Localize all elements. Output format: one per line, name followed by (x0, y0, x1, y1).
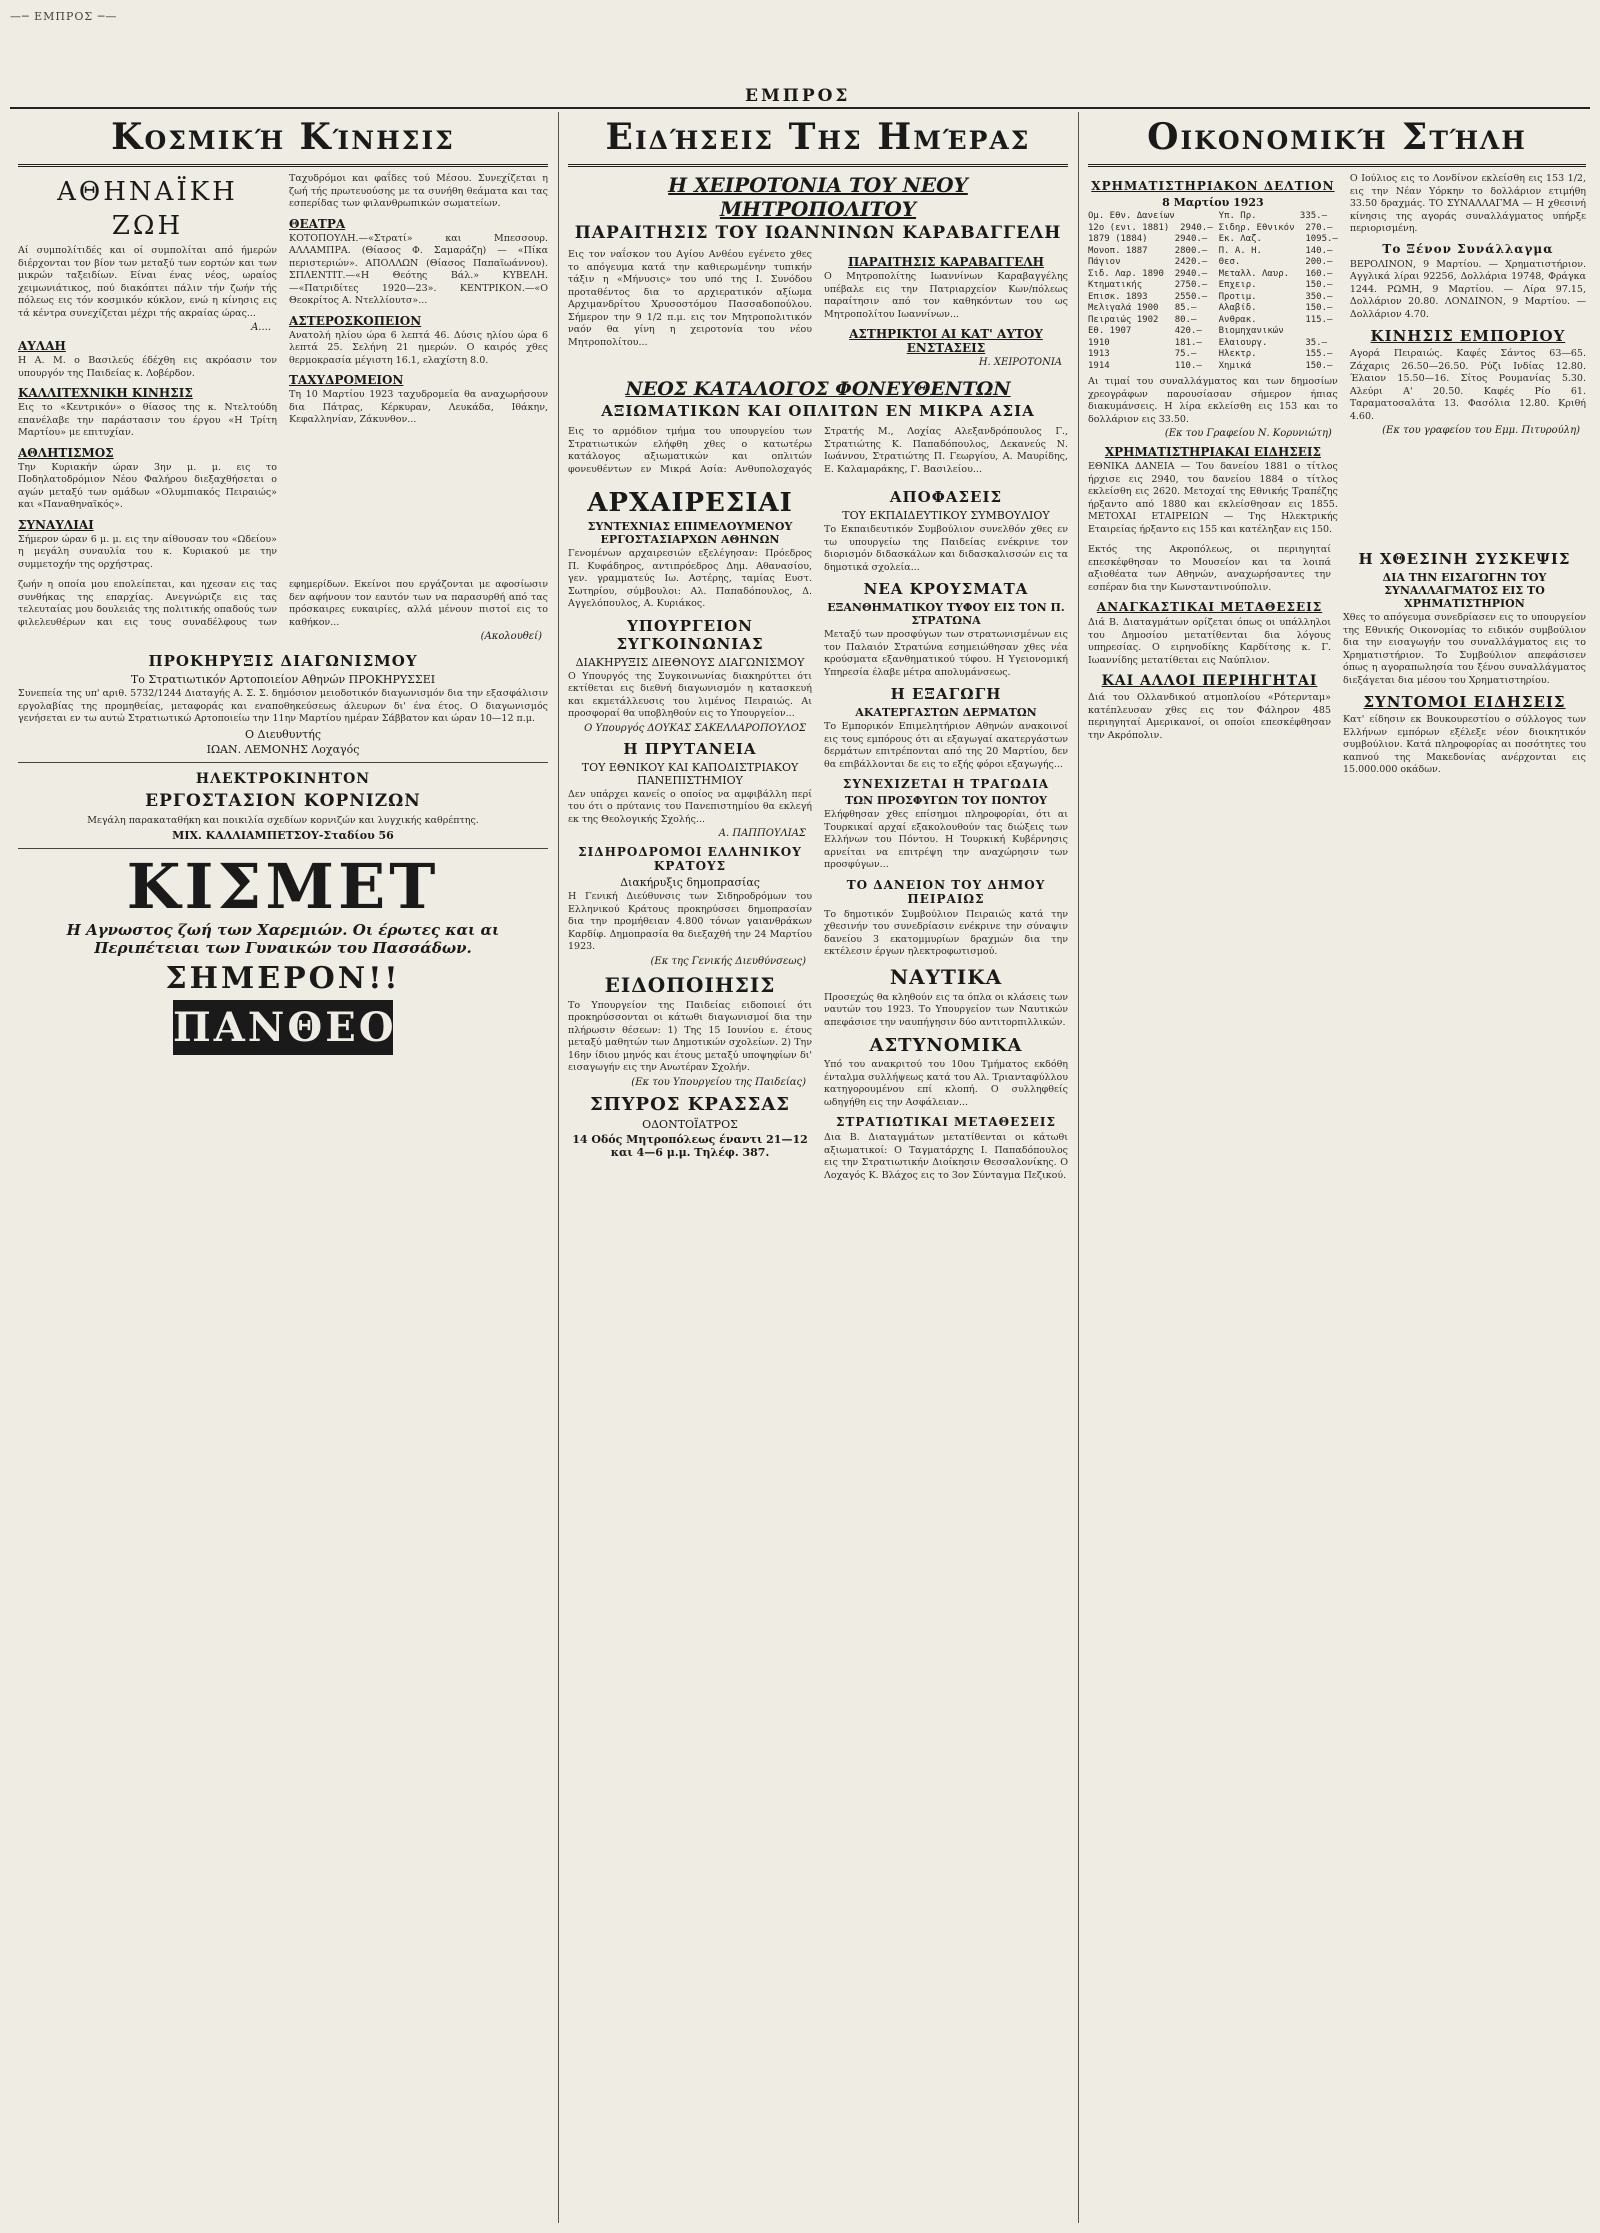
diary-body: Η Α. Μ. ο Βασιλεύς έδέχθη εις ακρόασιν τον υπουργόν της Παιδείας κ. Λοβέρδον. (18, 355, 277, 379)
elections-ad-subtitle: ΣΥΝΤΕΧΝΙΑΣ ΕΠΙΜΕΛΟΥΜΕΝΟΥ ΕΡΓΟΣΤΑΣΙΑΡΧΩΝ ΑΘΗΝΩΝ (587, 520, 793, 546)
theatre-title: ΘΕΑΤΡΑ (289, 216, 346, 231)
lead-body: Εις τον ναΐσκον του Αγίου Ανθέου εγένετο χθες το απόγευμα κατά την καθιερωμένην τυπικήν τάξιν η «Μήνυσις» του υπό της Ι. Συνόδου προταθέντος δια το αρχιερατικόν αξίωμα Αρχιμανδρίτου Χρυσοστόμου Πασσαδοπούλου. Σήμερον την 9 1/2 π.μ. εις τον Μητροπολιτικόν ναόν θα γίνη η χειροτονία του νέου Μητροπολίτου... (568, 249, 812, 348)
export-title: Η ΕΞΑΓΩΓΗ (890, 685, 1002, 703)
railways-subtitle: Διακήρυξις δημοπρασίας (620, 876, 760, 889)
resignation-title: ΠΑΡΑΙΤΗΣΙΣ ΚΑΡΑΒΑΓΓΕΛΗ (848, 255, 1044, 269)
cinema-name: ΠΑΝΘΕΟΝ (173, 1000, 393, 1055)
tourists-title: ΚΑΙ ΑΛΛΟΙ ΠΕΡΙΗΓΗΤΑΙ (1101, 673, 1318, 689)
transfers-body: Διά Β. Διαταγμάτων ορίζεται όπως οι υπάλληλοι του Δημοσίου μετατίθενται δια λόγους υπηρεσίας. Ο ειρηνοδίκης Καρδίτσης κ. Γ. Ιωαννίδης μετατίθεται εις Ναύπλιον. (1088, 617, 1331, 666)
elections-ad-title: ΑΡΧΑΙΡΕΣΙΑΙ (587, 488, 793, 518)
society-left (18, 173, 277, 571)
market-title: ΚΙΝΗΣΙΣ ΕΜΠΟΡΙΟΥ (1370, 327, 1566, 345)
notice-signature: (Εκ του Υπουργείου της Παιδείας) (631, 1076, 806, 1088)
typhus-subtitle: ΕΞΑΝΘΗΜΑΤΙΚΟΥ ΤΥΦΟΥ ΕΙΣ ΤΟΝ Π. ΣΤΡΑΤΩΝΑ (827, 601, 1065, 627)
casualty-subheadline: ΑΞΙΩΜΑΤΙΚΩΝ ΚΑΙ ΟΠΛΙΤΩΝ ΕΝ ΜΙΚΡΑ ΑΣΙΑ (601, 402, 1035, 420)
kismet-subtitle: Η Αγνωστος ζωή των Χαρεμιών. Οι έρωτες και αι Περιπέτειαι των Γυναικών του Πασσάδων. (66, 921, 500, 957)
bourse-news-title: ΧΡΗΜΑΤΙΣΤΗΡΙΑΚΑΙ ΕΙΔΗΣΕΙΣ (1104, 445, 1322, 459)
feature-signature: Α.... (251, 322, 271, 333)
tender-signature-role: Ο Διευθυντής (245, 727, 321, 741)
lead-headline: Η ΧΕΙΡΟΤΟΝΙΑ ΤΟΥ ΝΕΟΥ ΜΗΤΡΟΠΟΛΙΤΟΥ (668, 173, 968, 221)
ads-subcolumns (18, 646, 548, 1057)
news-right (824, 482, 1068, 1182)
society-right (289, 173, 548, 571)
brief-news-body: Κατ' είδησιν εκ Βουκουρεστίου ο σύλλογος των Ελλήνων εμπόρων εξέλεξε νέον διοικητικόν συμβούλιον. Κατά πληροφορίας αι ποσότητες του καπνού της Μακεδονίας ανέρχονται εις 15.000.000 οκάδων. (1343, 714, 1586, 775)
economy-lower-right (1343, 544, 1586, 777)
economy-right (1350, 173, 1586, 536)
economy-column (1088, 112, 1586, 2223)
rectorate-subtitle: ΤΟΥ ΕΘΝΙΚΟΥ ΚΑΙ ΚΑΠΟΔΙΣΤΡΙΑΚΟΥ ΠΑΝΕΠΙΣΤΗΜΙΟΥ (581, 760, 799, 787)
frames-ad-address: ΜΙΧ. ΚΑΛΛΙΑΜΠΕΤΣΟΥ-Σταδίου 56 (172, 829, 394, 842)
dentist-title: ΟΔΟΝΤΟΪΑΤΡΟΣ (642, 1117, 738, 1131)
tourists-body: Διά του Ολλανδικού ατμοπλοίου «Ρότερνταμ» κατέπλευσαν χθες εις τον Φάληρον 485 περιηγηταί Αμερικανοί, οι οποίοι επεσκέφθησαν την Ακρόπολιν. (1088, 692, 1331, 741)
naval-title: ΝΑΥΤΙΚΑ (889, 964, 1003, 989)
today-label: ΣΗΜΕΡΟΝ!! (165, 961, 401, 996)
lead-left (568, 249, 812, 372)
tender-subtitle: Το Στρατιωτικόν Αρτοποιείον Αθηνών ΠΡΟΚΗΡΥΣΣΕΙ (130, 673, 436, 686)
dentist-address: 14 Οδός Μητροπόλεως έναντι 21—12 και 4—6 μ.μ. Τηλέφ. 387. (572, 1132, 808, 1159)
export-subtitle: ΑΚΑΤΕΡΓΑΣΤΩΝ ΔΕΡΜΑΤΩΝ (855, 706, 1037, 719)
section-title-economy: Οικονομική Στήλη (1088, 116, 1586, 167)
council-subtitle: ΤΟΥ ΕΚΠΑΙΔΕΥΤΙΚΟΥ ΣΥΜΒΟΥΛΙΟΥ (842, 509, 1050, 522)
exchange-body: Ο Ιούλιος εις το Λονδίνον εκλείσθη εις 153 1/2, εις την Νέαν Υόρκην το δολλάριον ετιμήθη 33.50 δραχμάς. ΤΟ ΣΥΝΑΛΛΑΓΜΑ — Η χθεσινή κίνησις της αγοράς συναλλάγματος υπήρξε περιορισμένη. (1349, 173, 1586, 234)
society-column (18, 112, 548, 2223)
military-title: ΣΤΡΑΤΙΩΤΙΚΑΙ ΜΕΤΑΘΕΣΕΙΣ (835, 1115, 1057, 1129)
page-header-ornament: —─ ΕΜΠΡΟΣ ─— (10, 10, 118, 23)
foreign-exchange-title: Το Ξένον Συνάλλαγμα (1382, 241, 1554, 256)
lead-subheadline: ΠΑΡΑΙΤΗΣΙΣ ΤΟΥ ΙΩΑΝΝΙΝΩΝ ΚΑΡΑΒΑΓΓΕΛΗ (574, 223, 1062, 243)
lead-signature: Η. ΧΕΙΡΟΤΟΝΙΑ (978, 357, 1062, 368)
notice-body: Το Υπουργείον της Παιδείας ειδοποιεί ότι προκηρύσσονται οι κάτωθι διαγωνισμοί δια την πλήρωσιν θέσεων: 1) Της 15 Ιουνίου ε. έτους μεταξύ μαθητών των Δημοτικών σχολείων. 2) Την 16ην ίδιου μηνός και έτους μεταξύ υποψηφίων δι' εισαγωγήν εις την Ανωτέραν Σχολήν. (568, 999, 812, 1073)
lead-right (824, 249, 1068, 372)
market-body: Αγορά Πειραιώς. Καφές Σάντος 63—65. Ζάχαρις 26.50—26.50. Ρύζι Ινδίας 12.80. Έλαιον 15.50—16. Σίτος Ρουμανίας 5.30. Αλεύρι Α' 20.50. Καφές Ρίο 61. Ταραματοσαλάτα 13. Φασόλια 12.80. Κριθή 4.60. (1349, 348, 1586, 422)
export-body: Το Εμπορικόν Επιμελητήριον Αθηνών ανακοινοί εις τους εμπόρους ότι αι εξαγωγαί ακατεργάστων δερμάτων επιτρέπονται από της 20 Μαρτίου, δεν θα επιβάλλονται δε εις το εξής φόροι εξαγωγής... (824, 721, 1068, 770)
ministry-signature: Ο Υπουργός ΔΟΥΚΑΣ ΣΑΚΕΛΛΑΡΟΠΟΥΛΟΣ (584, 722, 806, 734)
tender-signature-name: ΙΩΑΝ. ΛΕΜΟΝΗΣ Λοχαγός (206, 742, 360, 756)
dentist-name: ΣΠΥΡΟΣ ΚΡΑΣΣΑΣ (589, 1093, 791, 1115)
sports-title: ΑΘΛΗΤΙΣΜΟΣ (18, 445, 114, 460)
column-divider (558, 112, 559, 2223)
tender-title: ΠΡΟΚΗΡΥΞΙΣ ΔΙΑΓΩΝΙΣΜΟΥ (148, 652, 418, 670)
continued-body: Ταχυδρόμοι και φαΐδες τού Μέσου. Συνεχίζεται η ζωή τής πρωτευούσης με τα συνήθη θεάματα και τας εσπερίδας των φιλανθρωπικών σωματείων. (289, 173, 548, 209)
header-rule (10, 107, 1590, 109)
resignation-body: Ο Μητροπολίτης Ιωαννίνων Καραβαγγέλης υπέβαλε εις την Πατριαρχείον Κων/πόλεως παραίτησιν από τον καθηκόντων του ως Μητροπολίτου Ιωαννίνων... (824, 271, 1068, 320)
theatre-body: ΚΟΤΟΠΟΥΛΗ.—«Στρατί» και Μπεσσουρ. ΑΛΛΑΜΠΡΑ. (Θίασος Φ. Σαμαράζη) — «Πίκα περιστεριών». ΑΠΟΛΛΩΝ (Θίασος Παπαϊωάννου). ΣΠΛΕΝΤΙΤ.—«Η Θεότης Βάλ.» ΚΥΒΕΛΗ.—«Πατριδίτες 1920—23». ΚΕΝΤΡΙΚΟΝ.—«Ο Θεοκρίτος Α. Ντελλίουτσ»... (289, 232, 548, 306)
loan-body: Το δημοτικόν Συμβούλιον Πειραιώς κατά την χθεσινήν του συνεδρίασιν ενέκρινε την σύναψιν δανείου 3 εκατομμυρίων δραχμών δια την εκτέλεσιν έργων ηλεκτροφωτισμού. (824, 908, 1068, 957)
society-subcolumns (18, 173, 548, 571)
bourse-table-right: Υπ. Πρ. 335.— Σιδηρ. Εθνικόν 270.— Εκ. Λαζ. 1095.— Π. Α. Η. 140.— Θεσ. 200.— Μεταλλ. Λαυρ. 160.— Επχειρ. 150.— Προτιμ. 350.— Αλαβίδ. 150.— Ανθρακ. 115.— Βιομηχανικών Ελαιουργ. 35.— Ηλεκτρ. 155.— Χημικά 150.— (1218, 211, 1338, 371)
rectorate-title: Η ΠΡΥΤΑΝΕΙΑ (623, 739, 757, 758)
ministry-body: Ο Υπουργός της Συγκοινωνίας διακηρύττει ότι εκτίθεται εις διεθνή διαγωνισμόν η κατασκευή και εκμετάλλευσις του λιμένος Πειραιώς. Αι προσφοραί θα υποβληθούν εις το Υπουργείον... (568, 670, 812, 719)
section-title-society: Κοσμική Κίνησις (18, 116, 548, 167)
police-body: Υπό του ανακριτού του 10ου Τμήματος εκδόθη ένταλμα συλλήψεως κατά του Αλ. Τριανταφύλλου κατηγορουμένου επί κλοπή. Ο συλληφθείς ωδηγήθη εις την Ασφάλειαν... (824, 1059, 1068, 1108)
meeting-subtitle: ΔΙΑ ΤΗΝ ΕΙΣΑΓΩΓΗΝ ΤΟΥ ΣΥΝΑΛΛΑΓΜΑΤΟΣ ΕΙΣ ΤΟ ΧΡΗΜΑΤΙΣΤΗΡΙΟΝ (1382, 571, 1547, 610)
bourse-table (1088, 211, 1338, 372)
arts-title: ΚΑΛΛΙΤΕΧΝΙΚΗ ΚΙΝΗΣΙΣ (18, 386, 193, 400)
frames-ad-title: ΗΛΕΚΤΡΟΚΙΝΗΤΟΝ (195, 770, 371, 787)
section-title-news: Ειδήσεις Της Ημέρας (568, 116, 1068, 167)
economy-lower-left (1088, 544, 1331, 777)
market-signature: (Εκ του γραφείου του Εμμ. Πιτυρούλη) (1382, 425, 1580, 436)
concerts-title: ΣΥΝΑΥΛΙΑΙ (18, 517, 94, 532)
military-body: Δια Β. Διαταγμάτων μετατίθενται οι κάτωθι αξιωματικοί: Ο Ταγματάρχης Ι. Παπαδόπουλος εις την Στρατιωτικήν Διοίκησιν Θεσσαλονίκης. Ο Λοχαγός Κ. Βλάχος εις το 3ον Σύνταγμα Πεζικού. (824, 1132, 1068, 1181)
tender-ad (18, 646, 548, 1057)
serial-continued: (Ακολουθεί) (480, 631, 542, 642)
masthead (0, 0, 1600, 110)
notice-title: ΕΙΔΟΠΟΙΗΣΙΣ (604, 972, 776, 997)
news-subcolumns (568, 482, 1068, 1182)
sports-body: Την Κυριακήν ώραν 3ην μ. μ. εις το Ποδηλατοδρόμιον Νέου Φαλήρου διεξαχθήσεται ο αγών μεταξύ των ομάδων «Ολυμπιακός Πειραιώς» και «Παναθηναϊκός». (18, 461, 277, 510)
bourse-title: ΧΡΗΜΑΤΙΣΤΗΡΙΑΚΟΝ ΔΕΛΤΙΟΝ (1091, 179, 1335, 193)
brief-news-title: ΣΥΝΤΟΜΟΙ ΕΙΔΗΣΕΙΣ (1363, 693, 1566, 711)
casualty-headline: ΝΕΟΣ ΚΑΤΑΛΟΓΟΣ ΦΟΝΕΥΘΕΝΤΩΝ (625, 378, 1011, 400)
bourse-date: 8 Μαρτίου 1923 (1162, 196, 1264, 209)
serial-body: ζωήν η οποία μου επολείπεται, και ηχεσαν εις τας συνθήκας της επαρχίας. Ανεγνώριζε εις τας τελευταίας μου δουλειάς της πολιτικής οπαδούς των φιλελευθέρων και εις τους συναδέλφους των εφημερίδων. Εκείνοι που εργάζονται με αφοσίωσιν δεν αφήνουν τον εαυτόν των να παρασυρθή από τας πρόσκαιρες ευκαιρίες, αλλά μένουν πιστοί εις το καθήκον... (18, 579, 548, 628)
column-divider (1078, 112, 1079, 2223)
frames-ad-subtitle: ΕΡΓΟΣΤΑΣΙΟΝ ΚΟΡΝΙΖΩΝ (145, 790, 421, 811)
feature-subtitle: ΖΩΗ (111, 211, 184, 241)
bourse-table-left: Ομ. Εθν. Δανείων 12ο (ενι. 1881) 2940.— 1879 (1884) 2940.— Μονοπ. 1887 2800.— Πάγιον 2420.— Σιδ. Λαρ. 1890 2940.— Κτηματικής 2750.— Επισκ. 1893 2550.— Μελιγαλά 1900 85.— Πειραιώς 1902 80.— Εθ. 1907 420.— 1910 181.— 1913 75.— 1914 110.— (1088, 211, 1213, 371)
railways-body: Η Γενική Διεύθυνσις των Σιδηροδρόμων του Ελληνικού Κράτους προκηρύσσει δημοπρασίαν δια την προμήθειαν 4.800 τόνων γαιανθράκων Καρδίφ. Δημοπρασία θα διεξαχθή την 24 Μαρτίου 1923. (568, 891, 812, 952)
observatory-body: Ανατολή ηλίου ώρα 6 λεπτά 46. Δύσις ηλίου ώρα 6 λεπτά 25. Σελήνη 21 ημερών. Ο καιρός χθες θερμοκρασία μέγιστη 16.1, ελαχίστη 8.0. (289, 329, 548, 366)
typhus-body: Μεταξύ των προσφύγων των στρατωνισμένων εις τον Παλαιόν Στρατώνα εσημειώθησαν χθες νέα κρούσματα εξανθηματικού τύφου. Η Υγειονομική Υπηρεσία έλαβε μέτρα απολυμάνσεως. (824, 629, 1068, 678)
newspaper-name: ΕΜΠΡΟΣ (745, 86, 851, 106)
kismet-title: ΚΙΣΜΕΤ (126, 850, 440, 923)
observatory-title: ΑΣΤΕΡΟΣΚΟΠΕΙΟΝ (289, 313, 422, 328)
arts-body: Εις το «Κεντρικόν» ο θίασος της κ. Ντελτούδη επανέλαβε την παράστασιν του έργου «Η Τρίτη Μαρτίου» με επιτυχίαν. (18, 402, 277, 438)
economy-lower (1088, 544, 1586, 777)
frames-ad (18, 762, 548, 850)
loan-title: ΤΟ ΔΑΝΕΙΟΝ ΤΟΥ ΔΗΜΟΥ ΠΕΙΡΑΙΩΣ (846, 877, 1046, 906)
bourse-news-body: ΕΘΝΙΚΑ ΔΑΝΕΙΑ — Του δανείου 1881 ο τίτλος ήρχισε εις 2940, του δανείου 1884 ο τίτλος εκλείσθη εις 2620. Μετοχαί της Εθνικής Τραπέζης ήρξαντο από 1880 και εκλείσθησαν εις 1855. ΜΕΤΟΧΑΙ ΕΤΑΙΡΕΙΩΝ — Της Ηλεκτρικής Εταιρείας ήρξαντο εις 155 και κατέληξαν εις 150. (1088, 461, 1338, 535)
concerts-body: Σήμερον ώραν 6 μ. μ. εις την αίθουσαν του «Ωδείου» η μεγάλη συναυλία του κ. Κυριακού με την συμμετοχήν της ορχήστρας. (18, 533, 277, 570)
post-office-body: Τη 10 Μαρτίου 1923 ταχυδρομεία θα αναχωρήσουν δια Πάτρας, Κέρκυραν, Λευκάδα, Ιθάκην, Κεφαλληνίαν, Ζάκυνθον... (289, 389, 548, 425)
meeting-title: Η ΧΘΕΣΙΝΗ ΣΥΣΚΕΨΙΣ (1358, 550, 1571, 568)
bourse-signature: (Εκ του Γραφείου Ν. Κορυνιώτη) (1164, 428, 1332, 439)
bourse-body: Αι τιμαί του συναλλάγματος και των δημοσίων χρεογράφων παρουσίασαν σήμερον ήπιας διακυμάνσεις. Η λίρα εκλείσθη εις 153 και το δολλάριον εις 33.50. (1088, 376, 1338, 425)
transfers-title: ΑΝΑΓΚΑΣΤΙΚΑΙ ΜΕΤΑΘΕΣΕΙΣ (1096, 600, 1323, 614)
tender-body: Συνεπεία της υπ' αριθ. 5732/1244 Διαταγής Α. Σ. Σ. δημόσιον μειοδοτικόν διαγωνισμόν δια την εξασφάλισιν εργολαβίας της προμηθείας, μεταφοράς και εναποθηκεύσεως άλευρων δι' ένα έτος. Ο διαγωνισμός γενήσεται εν τω αυτώ Στρατιωτικώ Αρτοποιείω την 11ην Μαρτίου ημέραν Σάββατον και ώραν 10—12 π.μ. (18, 688, 548, 724)
post-office-title: ΤΑΧΥΔΡΟΜΕΙΟΝ (289, 373, 404, 387)
diary-title: ΑΥΛΑΗ (18, 339, 66, 353)
feature-body: Αί συμπολίτιδές και οί συμπολίται από ήμερών διέρχονται τον βίον των μεταξύ των εορτών και των μικρών ταξειδίων. Είναι ένας νέος, ωραίος χειμωνιάτικος, πού διακόπτει πάλιν τήν ζωήν τής πόλεως εις τόν κοσμικόν κύκλον, ενώ η κίνησις εις τά κέντρα συνεχίζεται μέχρι τής ακραίας ώρας... (18, 245, 277, 319)
news-left (568, 482, 812, 1182)
ministry-title: ΥΠΟΥΡΓΕΙΟΝ ΣΥΓΚΟΙΝΩΝΙΑΣ (616, 616, 764, 653)
economy-left (1088, 173, 1338, 536)
elections-ad-body: Γενομένων αρχαιρεσιών εξελέγησαν: Πρόεδρος Π. Κυφάδηρος, αντιπρόεδρος Δημ. Αθανασίου, γεν. γραμματεύς Ιω. Αστέρης, ταμίας Ευστ. Σωτηρίου, σύμβουλοι: Αλ. Παπαδόπουλος, Δ. Αγγελόπουλος, Α. Κυριάκος. (568, 548, 812, 609)
pontus-title: ΣΥΝΕΧΙΖΕΤΑΙ Η ΤΡΑΓΩΔΙΑ (842, 777, 1050, 791)
foreign-exchange-body: ΒΕΡΟΛΙΝΟΝ, 9 Μαρτίου. — Χρηματιστήριον. Αγγλικά λίραι 92256, Δολλάρια 19748, Φράγκα 1244. ΡΩΜΗ, 9 Μαρτίου. — Λίρα 97.15, Δολλάριον 20.80. ΛΟΝΔΙΝΟΝ, 9 Μαρτίου. — Δολλάριον 4.70. (1349, 258, 1586, 320)
news-column (568, 112, 1068, 2223)
ministry-subtitle: ΔΙΑΚΗΡΥΞΙΣ ΔΙΕΘΝΟΥΣ ΔΙΑΓΩΝΙΣΜΟΥ (575, 655, 805, 669)
rectorate-body: Δεν υπάρχει κανείς ο οποίος να αμφιβάλλη περί του ότι ο πρύτανις του Πανεπιστημίου θα εκλεγή εκ της Θεολογικής Σχολής... (568, 788, 812, 825)
lead-subcolumns (568, 249, 1068, 372)
ships-body: Εκτός της Ακροπόλεως, οι περιηγηταί επεσκέφθησαν το Μουσείον και τα λοιπά αξιοθέατα των Αθηνών, αναχωρήσαντες την εσπέραν δια την Κωνσταντινούπολιν. (1088, 544, 1331, 593)
railways-title: ΣΙΔΗΡΟΔΡΟΜΟΙ ΕΛΛΗΝΙΚΟΥ ΚΡΑΤΟΥΣ (578, 845, 802, 873)
council-title: ΑΠΟΦΑΣΕΙΣ (889, 488, 1003, 506)
frames-ad-body: Μεγάλη παρακαταθήκη και ποικιλία σχεδίων κορνιζών και λυγχικής καθρέπτης. (87, 814, 479, 826)
objections-title: ΑΣΤΗΡΙΚΤΟΙ ΑΙ ΚΑΤ' ΑΥΤΟΥ ΕΝΣΤΑΣΕΙΣ (849, 327, 1043, 355)
feature-title: ΑΘΗΝΑΪΚΗ (57, 177, 238, 207)
council-body: Το Εκπαιδευτικόν Συμβούλιον συνελθόν χθες εν τω υπουργείω της Παιδείας ενέκρινε τον διορισμόν διδασκάλων και διδασκαλισσών εις τα δημοτικά σχολεία... (824, 524, 1068, 573)
pontus-body: Ελήφθησαν χθες επίσημοι πληροφορίαι, ότι αι Τουρκικαί αρχαί εξακολουθούν τας διώξεις των Ελλήνων του Πόντου. Η Τουρκική Κυβέρνησις αρνείται να επιτρέψη την αναχώρησιν των προσφύγων... (824, 809, 1068, 870)
economy-subcolumns (1088, 173, 1586, 536)
railways-signature: (Εκ της Γενικής Διευθύνσεως) (650, 955, 806, 967)
naval-body: Προσεχώς θα κληθούν εις τα όπλα οι κλάσεις των ναυτών του 1923. Το Υπουργείον των Ναυτικών απεφάσισε την ναυπήγησιν δύο αντιτορπιλλικών. (824, 991, 1068, 1028)
meeting-body: Χθες το απόγευμα συνεδρίασεν εις το υπουργείον της Εθνικής Οικονομίας το ειδικόν συμβούλιον δια την εισαγωγήν του συναλλάγματος εις το Χρηματιστήριον. Το Συμβούλιον απεφάσισεν όπως η αγοραπωλησία του ξένου συναλλάγματος διεξάγεται δια μέσου του Χρηματιστηρίου. (1343, 612, 1586, 686)
typhus-title: ΝΕΑ ΚΡΟΥΣΜΑΤΑ (863, 580, 1029, 598)
rectorate-signature: Α. ΠΑΠΠΟΥΛΙΑΣ (718, 828, 806, 839)
casualty-list: Εις το αρμόδιον τμήμα του υπουργείου των Στρατιωτικών ελήφθη χθες ο κατωτέρω κατάλογος αξιωματικών και οπλιτών φονευθέντων εν Μικρά Ασία: Ανθυπολοχαγός Στρατής Μ., Λοχίας Αλεξανδρόπουλος Γ., Στρατιώτης Κ. Παπαδόπουλος, Δεκανεύς Ν. Ιωάννου, Στρατιώτης Π. Γεωργίου, Α. Μαυρίδης, Ε. Καλαμαράκης, Γ. Βασιλείου... (568, 426, 1068, 475)
police-title: ΑΣΤΥΝΟΜΙΚΑ (869, 1035, 1023, 1056)
pontus-subtitle: ΤΩΝ ΠΡΟΣΦΥΓΩΝ ΤΟΥ ΠΟΝΤΟΥ (845, 794, 1047, 807)
